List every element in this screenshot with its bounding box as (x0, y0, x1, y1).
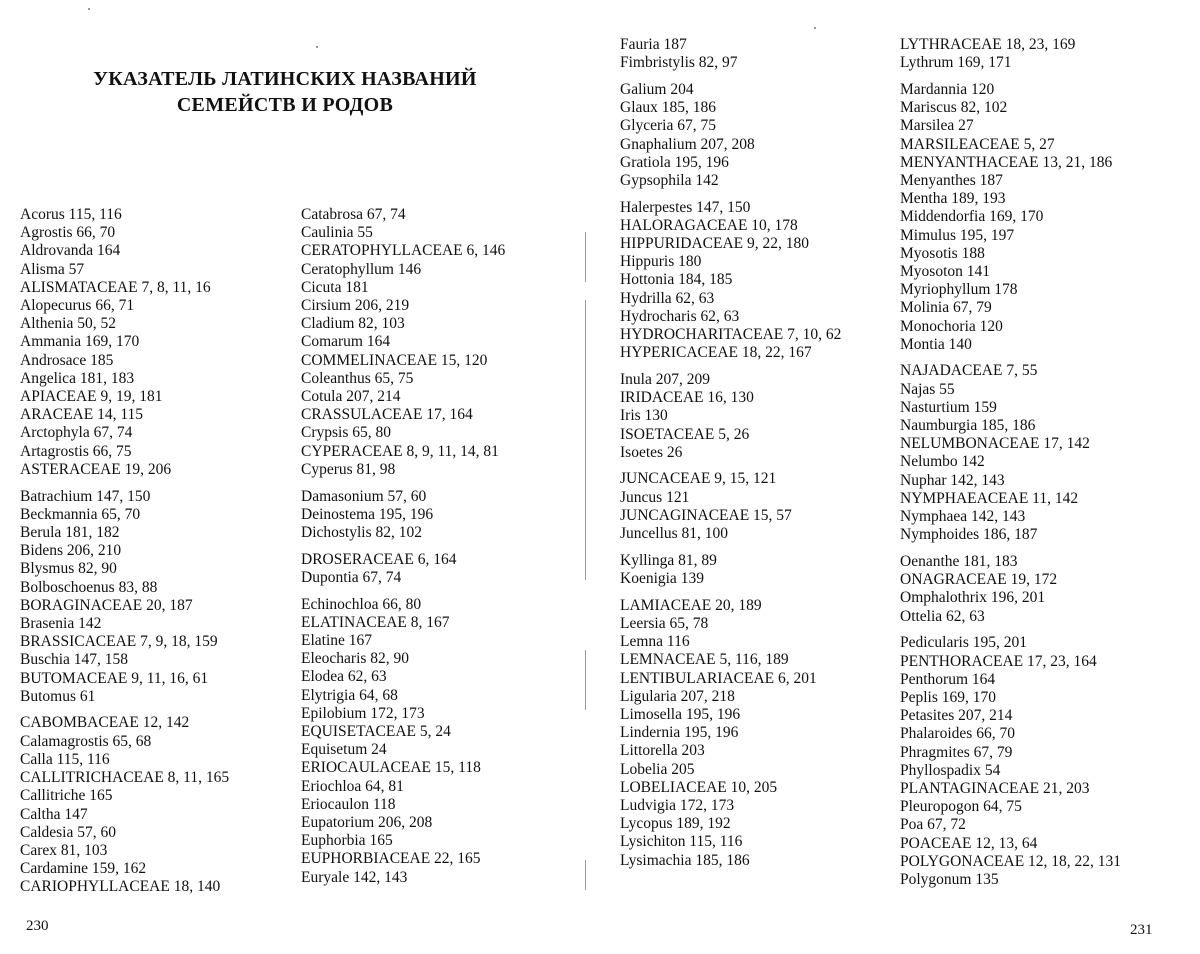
index-entry: Mariscus 82, 102 (900, 99, 1008, 117)
page-gutter-line (585, 300, 586, 580)
index-entry: Iris 130 (620, 407, 668, 425)
index-entry: Gratiola 195, 196 (620, 153, 729, 171)
index-entry: Hottonia 184, 185 (620, 271, 733, 289)
page-number-right: 231 (1130, 922, 1153, 938)
index-title (20, 66, 550, 118)
index-entry: NYMPHAEACEAE 11, 142 (900, 489, 1079, 507)
index-column-1 (20, 206, 310, 905)
index-title-line-1: УКАЗАТЕЛЬ ЛАТИНСКИХ НАЗВАНИЙ (93, 68, 477, 90)
index-letter-group (620, 81, 910, 190)
index-entry: Nymphaea 142, 143 (900, 508, 1026, 526)
index-letter-group (900, 634, 1190, 889)
index-entry: Elytrigia 64, 68 (301, 686, 398, 704)
page-gutter-line (585, 860, 586, 890)
index-entry: Polygonum 135 (900, 870, 999, 888)
index-letter-group (620, 597, 910, 870)
index-entry: Berula 181, 182 (20, 523, 120, 541)
index-entry: Isoetes 26 (620, 443, 683, 461)
index-column-2 (301, 206, 591, 895)
index-entry: Mimulus 195, 197 (900, 226, 1015, 244)
index-letter-group (20, 206, 310, 479)
index-entry: Batrachium 147, 150 (20, 487, 151, 505)
index-entry: NELUMBONACEAE 17, 142 (900, 435, 1090, 453)
index-entry: Cicuta 181 (301, 278, 369, 296)
index-entry: Alisma 57 (20, 260, 85, 278)
scan-speck (814, 27, 816, 29)
index-entry: Ligularia 207, 218 (620, 687, 735, 705)
index-entry: Pedicularis 195, 201 (900, 634, 1027, 652)
index-entry: JUNCAGINACEAE 15, 57 (620, 506, 792, 524)
index-entry: Deinostema 195, 196 (301, 505, 434, 523)
index-entry: LAMIACEAE 20, 189 (620, 596, 762, 614)
index-entry: Glyceria 67, 75 (620, 117, 716, 135)
index-entry: LOBELIACEAE 10, 205 (620, 778, 778, 796)
index-entry: POLYGONACEAE 12, 18, 22, 131 (900, 852, 1122, 870)
index-letter-group (301, 206, 591, 479)
index-entry: CALLITRICHACEAE 8, 11, 165 (20, 769, 230, 787)
index-entry: ERIOCAULACEAE 15, 118 (301, 759, 481, 777)
index-entry: Inula 207, 209 (620, 370, 710, 388)
index-entry: HYPERICACEAE 18, 22, 167 (620, 344, 812, 362)
index-entry: Dichostylis 82, 102 (301, 523, 422, 541)
index-entry: Nasturtium 159 (900, 398, 997, 416)
index-entry: Najas 55 (900, 380, 955, 398)
index-entry: Equisetum 24 (301, 741, 387, 759)
index-entry: Lythrum 169, 171 (900, 54, 1012, 72)
index-entry: NAJADACEAE 7, 55 (900, 362, 1038, 380)
index-entry: Cotula 207, 214 (301, 388, 401, 406)
index-entry: CARIOPHYLLACEAE 18, 140 (20, 878, 221, 896)
index-entry: Eriochloa 64, 81 (301, 777, 404, 795)
index-entry: LEMNACEAE 5, 116, 189 (620, 651, 789, 669)
index-entry: HALORAGACEAE 10, 178 (620, 216, 798, 234)
page-number-left: 230 (26, 918, 49, 934)
index-entry: Lindernia 195, 196 (620, 724, 739, 742)
index-entry: Ceratophyllum 146 (301, 260, 422, 278)
index-entry: Nelumbo 142 (900, 453, 985, 471)
index-entry: Dupontia 67, 74 (301, 568, 402, 586)
index-entry: PENTHORACEAE 17, 23, 164 (900, 652, 1097, 670)
index-entry: Phyllospadix 54 (900, 761, 1001, 779)
index-entry: DROSERACEAE 6, 164 (301, 550, 457, 568)
index-entry: Callitriche 165 (20, 787, 113, 805)
index-letter-group (20, 714, 310, 896)
index-entry: Calla 115, 116 (20, 750, 110, 768)
index-entry: Gnaphalium 207, 208 (620, 135, 755, 153)
page-gutter-line (585, 650, 586, 710)
index-entry: Eleocharis 82, 90 (301, 650, 410, 668)
index-entry: Koenigia 139 (620, 569, 704, 587)
index-letter-group (301, 596, 591, 887)
index-letter-group (20, 488, 310, 706)
index-entry: Bolboschoenus 83, 88 (20, 578, 158, 596)
index-entry: Myosoton 141 (900, 262, 990, 280)
index-entry: Ludvigia 172, 173 (620, 796, 735, 814)
index-letter-group (900, 553, 1190, 626)
index-entry: CABOMBACEAE 12, 142 (20, 714, 190, 732)
index-entry: Cyperus 81, 98 (301, 460, 396, 478)
index-entry: Myriophyllum 178 (900, 281, 1018, 299)
index-entry: Poa 67, 72 (900, 816, 966, 834)
index-entry: Juncellus 81, 100 (620, 525, 729, 543)
index-entry: POACEAE 12, 13, 64 (900, 834, 1038, 852)
index-letter-group (900, 81, 1190, 354)
index-entry: Pleuropogon 64, 75 (900, 798, 1022, 816)
page-gutter-line (585, 232, 586, 282)
index-entry: Phalaroides 66, 70 (900, 725, 1015, 743)
index-entry: BRASSICACEAE 7, 9, 18, 159 (20, 633, 218, 651)
index-entry: Lysimachia 185, 186 (620, 851, 750, 869)
index-entry: JUNCACEAE 9, 15, 121 (620, 470, 777, 488)
index-entry: Eriocaulon 118 (301, 795, 396, 813)
index-entry: Crypsis 65, 80 (301, 424, 391, 442)
index-letter-group (620, 470, 910, 543)
index-entry: Comarum 164 (301, 333, 391, 351)
index-entry: HYDROCHARITACEAE 7, 10, 62 (620, 326, 842, 344)
index-entry: Catabrosa 67, 74 (301, 206, 406, 223)
index-entry: Middendorfia 169, 170 (900, 208, 1044, 226)
index-entry: ELATINACEAE 8, 167 (301, 613, 450, 631)
index-entry: CRASSULACEAE 17, 164 (301, 406, 473, 424)
index-entry: Acorus 115, 116 (20, 206, 122, 223)
index-entry: HIPPURIDACEAE 9, 22, 180 (620, 235, 810, 253)
index-entry: ISOETACEAE 5, 26 (620, 425, 750, 443)
index-entry: Bidens 206, 210 (20, 542, 122, 560)
index-entry: Damasonium 57, 60 (301, 487, 427, 505)
index-entry: Brasenia 142 (20, 614, 102, 632)
index-entry: Eupatorium 206, 208 (301, 814, 433, 831)
index-entry: APIACEAE 9, 19, 181 (20, 388, 163, 406)
index-entry: Glaux 185, 186 (620, 99, 717, 117)
index-entry: Blysmus 82, 90 (20, 560, 117, 578)
scan-speck (88, 8, 90, 10)
index-entry: Naumburgia 185, 186 (900, 417, 1036, 435)
index-entry: Calamagrostis 65, 68 (20, 732, 152, 750)
index-entry: Caldesia 57, 60 (20, 823, 116, 841)
index-title-line-2: СЕМЕЙСТВ И РОДОВ (176, 94, 394, 116)
index-entry: Galium 204 (620, 80, 694, 98)
index-entry: EQUISETACEAE 5, 24 (301, 722, 451, 740)
index-letter-group (900, 36, 1190, 72)
index-entry: ARACEAE 14, 115 (20, 406, 143, 424)
index-column-3 (620, 36, 910, 878)
index-entry: Lycopus 189, 192 (620, 815, 731, 833)
index-entry: Mardannia 120 (900, 80, 995, 98)
index-entry: Buschia 147, 158 (20, 651, 129, 669)
index-entry: LYTHRACEAE 18, 23, 169 (900, 36, 1076, 53)
index-entry: Gypsophila 142 (620, 171, 719, 189)
index-entry: Oenanthe 181, 183 (900, 552, 1018, 570)
index-entry: Agrostis 66, 70 (20, 224, 116, 242)
index-entry: Elatine 167 (301, 631, 373, 649)
index-entry: Althenia 50, 52 (20, 315, 116, 333)
index-entry: Lysichiton 115, 116 (620, 833, 743, 851)
index-letter-group (620, 36, 910, 72)
index-entry: Marsilea 27 (900, 117, 974, 135)
index-entry: LENTIBULARIACEAE 6, 201 (620, 669, 817, 687)
index-entry: Ottelia 62, 63 (900, 607, 985, 625)
index-entry: BUTOMACEAE 9, 11, 16, 61 (20, 669, 209, 687)
index-entry: Euphorbia 165 (301, 832, 393, 850)
index-entry: Butomus 61 (20, 687, 96, 705)
index-entry: ALISMATACEAE 7, 8, 11, 16 (20, 278, 211, 296)
index-entry: Echinochloa 66, 80 (301, 595, 422, 613)
index-letter-group (620, 371, 910, 462)
index-entry: Cardamine 159, 162 (20, 860, 147, 878)
index-entry: Penthorum 164 (900, 670, 996, 688)
index-entry: Littorella 203 (620, 742, 705, 760)
scan-speck (316, 46, 318, 48)
index-entry: ONAGRACEAE 19, 172 (900, 571, 1058, 589)
index-letter-group (301, 488, 591, 543)
index-column-4 (900, 36, 1190, 898)
index-letter-group (620, 199, 910, 363)
index-entry: MARSILEACEAE 5, 27 (900, 135, 1055, 153)
index-entry: COMMELINACEAE 15, 120 (301, 351, 488, 369)
index-entry: Angelica 181, 183 (20, 369, 135, 387)
index-entry: Nuphar 142, 143 (900, 471, 1005, 489)
index-letter-group (301, 551, 591, 587)
index-entry: Peplis 169, 170 (900, 688, 997, 706)
index-entry: ASTERACEAE 19, 206 (20, 460, 172, 478)
index-entry: Menyanthes 187 (900, 171, 1003, 189)
index-entry: CERATOPHYLLACEAE 6, 146 (301, 242, 506, 260)
index-entry: IRIDACEAE 16, 130 (620, 389, 754, 407)
index-entry: Euryale 142, 143 (301, 868, 408, 886)
index-entry: Mentha 189, 193 (900, 190, 1006, 208)
index-entry: Molinia 67, 79 (900, 299, 992, 317)
index-entry: Fimbristylis 82, 97 (620, 54, 738, 72)
index-entry: Arctophyla 67, 74 (20, 424, 133, 442)
index-entry: BORAGINACEAE 20, 187 (20, 596, 193, 614)
index-entry: Artagrostis 66, 75 (20, 442, 132, 460)
index-entry: Beckmannia 65, 70 (20, 505, 141, 523)
index-letter-group (900, 362, 1190, 544)
index-entry: Elodea 62, 63 (301, 668, 387, 686)
index-entry: Androsace 185 (20, 351, 114, 369)
index-entry: Caltha 147 (20, 805, 88, 823)
index-entry: Coleanthus 65, 75 (301, 369, 414, 387)
index-entry: Kyllinga 81, 89 (620, 551, 717, 569)
index-entry: Hippuris 180 (620, 253, 702, 271)
index-entry: Omphalothrix 196, 201 (900, 589, 1046, 607)
index-entry: Montia 140 (900, 335, 972, 353)
index-entry: Monochoria 120 (900, 317, 1003, 335)
index-entry: Halerpestes 147, 150 (620, 198, 751, 216)
index-entry: Epilobium 172, 173 (301, 704, 425, 722)
index-entry: PLANTAGINACEAE 21, 203 (900, 779, 1090, 797)
index-entry: Alopecurus 66, 71 (20, 297, 135, 315)
index-entry: EUPHORBIACEAE 22, 165 (301, 850, 481, 868)
index-entry: Cirsium 206, 219 (301, 297, 410, 315)
index-entry: Lobelia 205 (620, 760, 695, 778)
index-entry: Juncus 121 (620, 488, 690, 506)
index-entry: Carex 81, 103 (20, 841, 108, 859)
index-entry: Leersia 65, 78 (620, 614, 709, 632)
index-entry: Ammania 169, 170 (20, 333, 140, 351)
index-entry: Nymphoides 186, 187 (900, 526, 1038, 544)
index-entry: Aldrovanda 164 (20, 242, 121, 260)
index-entry: Limosella 195, 196 (620, 705, 741, 723)
index-entry: Hydrilla 62, 63 (620, 289, 715, 307)
index-entry: Lemna 116 (620, 633, 690, 651)
index-letter-group (620, 552, 910, 588)
index-entry: MENYANTHACEAE 13, 21, 186 (900, 153, 1113, 171)
index-entry: Cladium 82, 103 (301, 315, 405, 333)
index-entry: Caulinia 55 (301, 224, 373, 242)
index-entry: Hydrocharis 62, 63 (620, 307, 740, 325)
index-entry: Phragmites 67, 79 (900, 743, 1013, 761)
index-entry: Fauria 187 (620, 36, 687, 53)
index-entry: Myosotis 188 (900, 244, 985, 262)
index-entry: CYPERACEAE 8, 9, 11, 14, 81 (301, 442, 499, 460)
index-entry: Petasites 207, 214 (900, 707, 1013, 725)
